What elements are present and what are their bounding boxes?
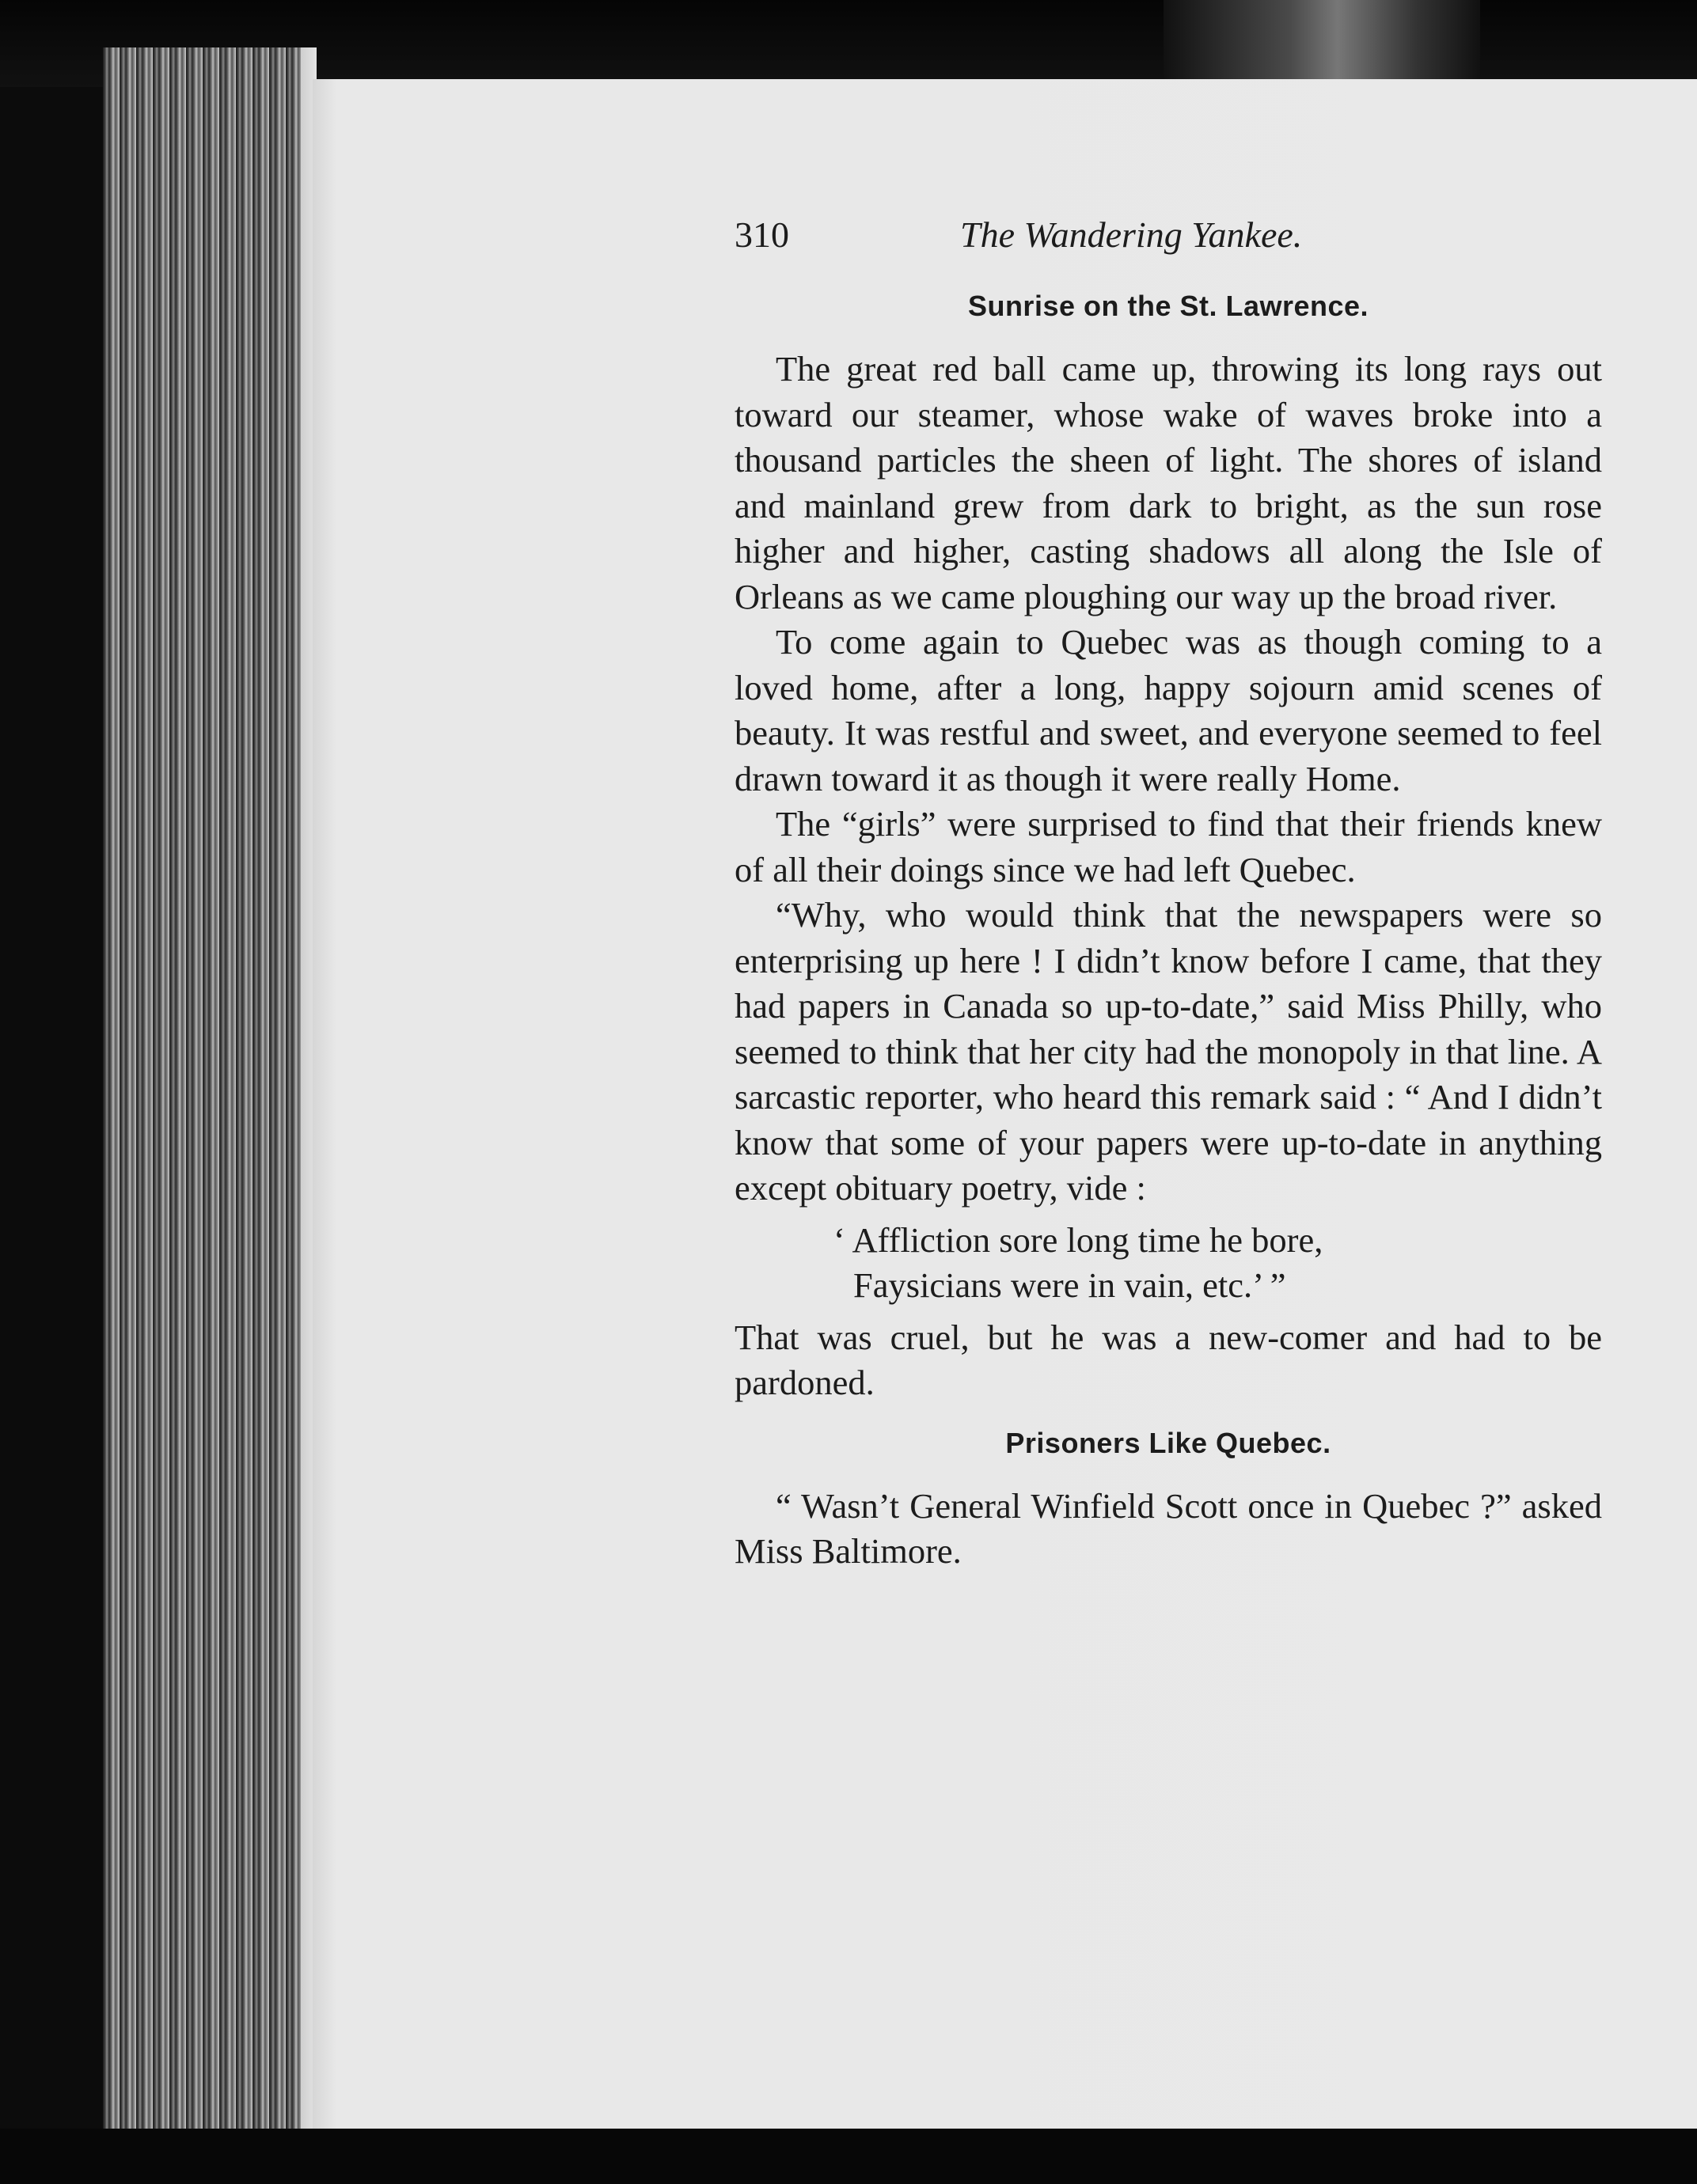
scan-glare: [1164, 0, 1480, 79]
verse-quotation: [735, 1218, 1602, 1309]
page-number: 310: [735, 214, 789, 255]
paragraph: To come again to Quebec was as though coming to a loved home, after a long, happy sojourn amid scenes of beauty. It was restful and sweet, and everyone seemed to feel drawn toward it as though it were really Home.: [735, 622, 1602, 798]
page-content: [735, 214, 1602, 1575]
paragraph: The “girls” were surprised to find that their friends knew of all their doings since we had left Quebec.: [735, 804, 1602, 889]
section-heading-sunrise: Sunrise on the St. Lawrence.: [967, 290, 1369, 322]
verse-line: Faysicians were in vain, etc.’ ”: [853, 1265, 1286, 1305]
running-head: [735, 214, 1602, 274]
paragraph: “ Wasn’t General Winfield Scott once in Quebec ?” asked Miss Baltimore.: [735, 1485, 1602, 1571]
scan-background-bottom: [0, 2129, 1697, 2184]
verse-line: ‘ Affliction sore long time he bore,: [833, 1219, 1323, 1260]
section-heading-prisoners: Prisoners Like Quebec.: [1005, 1426, 1331, 1459]
paragraph: That was cruel, but he was a new-comer and had to be pardoned.: [735, 1317, 1602, 1402]
paragraph: “Why, who would think that the newspapers were so enterprising up here ! I didn’t know before I came, that they had papers in Canada so up-to-date,” said Miss Philly, who seemed to think that her city had the monopoly in that line. A sarcastic reporter, who heard this remark said : “ And I didn’t know that some of your papers were up-to-date in anything except obituary poetry, vide :: [735, 895, 1602, 1208]
paragraph: The great red ball came up, throwing its long rays out toward our steamer, whose wake of waves broke into a thousand particles the sheen of light. The shores of island and mainland grew from dark to bright, as the sun rose higher and higher, casting shadows all along the Isle of Orleans as we came ploughing our way up the broad river.: [735, 349, 1602, 616]
book-page-edges: [103, 47, 317, 2137]
running-title: The Wandering Yankee.: [960, 214, 1303, 255]
